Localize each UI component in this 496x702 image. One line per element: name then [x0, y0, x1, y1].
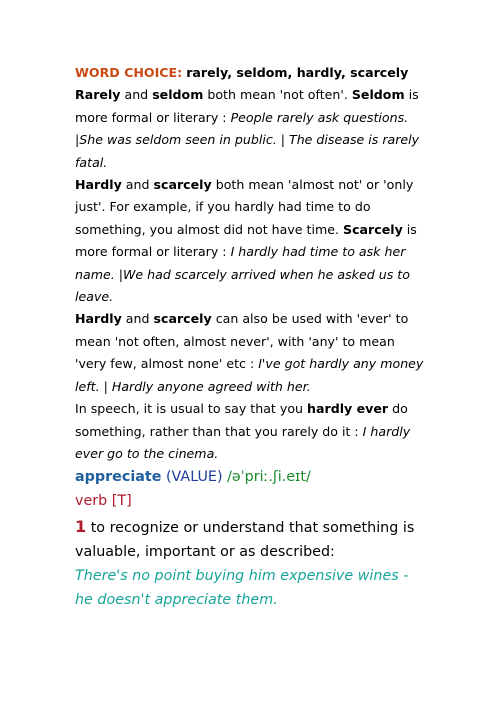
usage-example: People rarely ask questions. |She was seldom seen in public. | The disease is rarely fatal. — [75, 109, 420, 170]
usage-text: both mean 'not often'. — [203, 87, 352, 103]
usage-text: is more formal or literary : — [75, 221, 417, 260]
definition-text: to recognize or understand that something is valuable, important or as described: — [75, 520, 415, 561]
usage-paragraph-1 — [75, 84, 427, 174]
part-of-speech: verb [T] — [75, 493, 132, 510]
sense-number: 1 — [75, 517, 87, 537]
usage-text: both mean 'almost not' or 'only just'. For example, if you hardly had time to do something, you almost did not have time. — [75, 177, 414, 237]
usage-text: can also be used with 'ever' to mean 'not often, almost never', with 'any' to mean 'very few, almost none' etc : — [75, 311, 409, 372]
keyword: Seldom — [351, 87, 405, 103]
headword: appreciate — [75, 469, 162, 486]
keyword: Scarcely — [343, 221, 403, 237]
keyword: Hardly — [75, 311, 122, 327]
usage-example: I've got hardly any money left. | Hardly anyone agreed with her. — [75, 356, 424, 394]
keyword: Hardly — [75, 177, 122, 193]
usage-text: and — [120, 87, 153, 103]
keyword: seldom — [152, 87, 204, 103]
dictionary-page — [75, 62, 427, 612]
usage-note — [75, 62, 427, 465]
headword-line — [75, 465, 427, 489]
usage-text: is more formal or literary : — [75, 87, 419, 125]
keyword: hardly ever — [307, 401, 389, 417]
usage-text: In speech, it is usual to say that you — [75, 401, 308, 417]
keyword: Rarely — [75, 87, 121, 103]
usage-text: do something, rather than that you rarely do it : — [75, 401, 408, 439]
domain-label: (VALUE) — [165, 469, 223, 486]
usage-heading-words: rarely, seldom, hardly, scarcely — [186, 65, 409, 80]
sense-definition — [75, 515, 427, 564]
usage-heading-label: WORD CHOICE: — [75, 65, 183, 80]
keyword: scarcely — [153, 311, 212, 327]
usage-paragraph-2 — [75, 174, 427, 308]
dictionary-entry — [75, 465, 427, 612]
usage-example: I hardly ever go to the cinema. — [75, 423, 411, 461]
keyword: scarcely — [153, 177, 212, 193]
usage-paragraph-4 — [75, 398, 427, 465]
pronunciation: /əˈpriː.ʃi.eɪt/ — [227, 469, 311, 486]
usage-heading — [75, 62, 427, 84]
sense-example: There's no point buying him expensive wines - he doesn't appreciate them. — [75, 568, 409, 609]
usage-text: and — [121, 311, 154, 327]
usage-text: and — [121, 177, 154, 193]
usage-example: I hardly had time to ask her name. |We had scarcely arrived when he asked us to leave. — [75, 244, 410, 305]
usage-paragraph-3 — [75, 308, 427, 398]
